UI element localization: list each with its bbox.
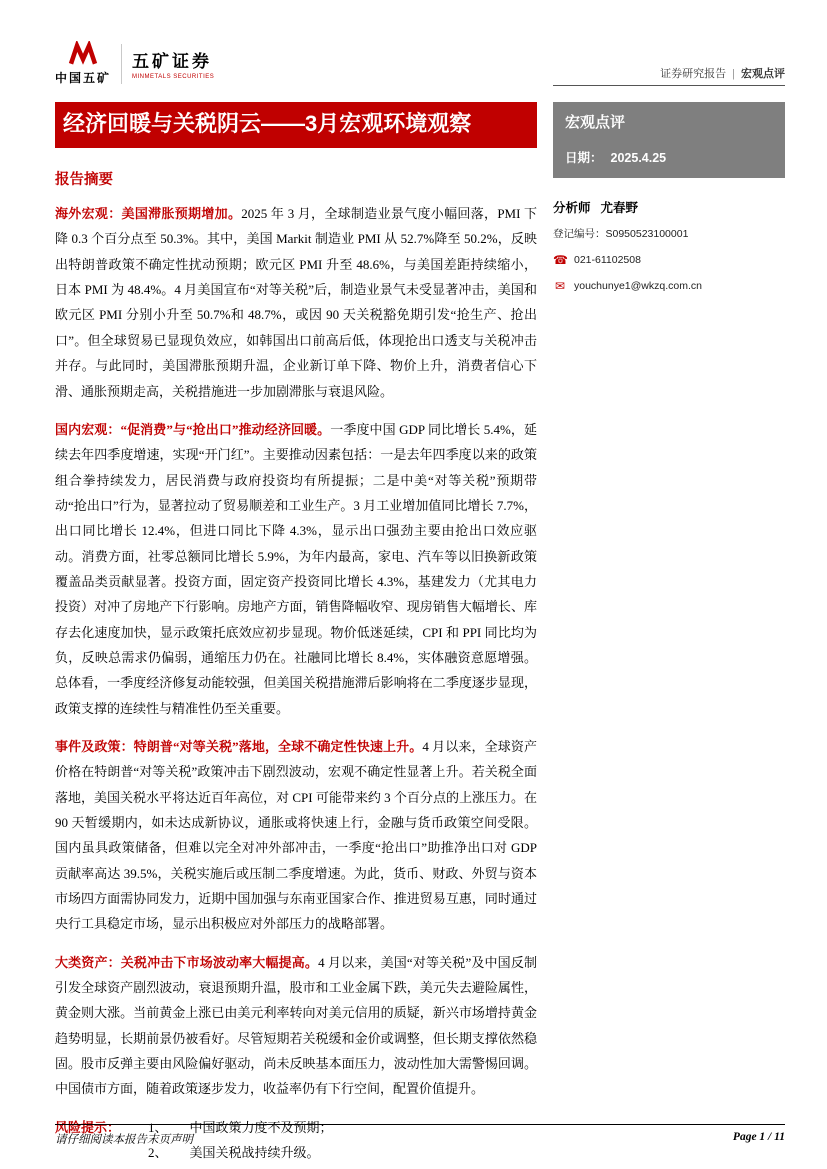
paragraph-lead: 事件及政策：特朗普“对等关税”落地，全球不确定性快速上升。 xyxy=(55,738,423,754)
registration-number: 登记编号：S0950523100001 xyxy=(553,228,689,240)
analyst-label: 分析师 xyxy=(553,201,591,215)
content xyxy=(55,102,785,1165)
report-title: 经济回暖与关税阴云——3月宏观环境观察 xyxy=(55,102,537,148)
date-label: 日期： xyxy=(565,151,603,165)
phone-icon: ☎ xyxy=(553,253,568,267)
email-icon: ✉ xyxy=(554,279,566,293)
paragraph-body: 4 月以来，美国“对等关税”及中国反制引发全球资产剧烈波动，衰退预期升温，股市和工业金属下跌，美元失去避险属性，黄金则大涨。当前黄金上涨已由美元利率转向对美元信用的质疑，新兴市场增持黄金趋势明显，长期前景仍被看好。尽管短期若关税缓和金价或调整，但长期支撑依然稳固。股市反弹主要由风险偏好驱动，尚未反映基本面压力，波动性加大需警惕回调。中国债市方面，随着政策逐步发力，收益率仍有下行空间，配置价值提升。 xyxy=(55,954,537,1097)
logo-english: MINMETALS SECURITIES xyxy=(132,74,215,80)
risk-item-number: 2、 xyxy=(148,1145,168,1161)
report-date xyxy=(565,148,773,166)
analyst-line xyxy=(553,198,785,216)
report-meta-box xyxy=(553,102,785,178)
brand-logo xyxy=(55,41,214,86)
paragraph-lead: 海外宏观：美国滞胀预期增加。 xyxy=(55,206,242,222)
analyst-email[interactable]: youchunye1@wkzq.com.cn xyxy=(574,280,702,292)
minmetals-emblem-icon xyxy=(68,41,98,67)
logo-subbrand: 五矿证券 xyxy=(132,52,213,71)
paragraph-body: 2025 年 3 月，全球制造业景气度小幅回落，PMI 下降 0.3 个百分点至 50.3%。其中，美国 Markit 制造业 PMI 从 52.7%降至 50.2%，反映出特朗普政策不确定性扰动预期；欧元区 PMI 升至 48.6%，与美国差距持续缩小，日本 PMI 为 48.4%。4 月美国宣布“对等关税”后，制造业景气未受显著冲击，美国和欧元区 PMI 分别小升至 50.7%和 48.7%，或因 90 天关税豁免期引发“抢生产、抢出口”。但全球贸易已显现负效应，如韩国出口前高后低，体现抢出口透支与关税冲击并存。与此同时，美国滞胀预期升温，企业新订单下降、物价上升，消费者信心下滑、通胀预期走高，关税措施进一步加剧滞胀与衰退风险。 xyxy=(55,206,537,399)
side-category: 宏观点评 xyxy=(565,114,626,131)
minmetals-logo-icon xyxy=(55,41,111,86)
header-divider: | xyxy=(732,68,735,80)
summary-paragraph-assets xyxy=(55,950,537,1102)
risk-item-number: 1、 xyxy=(148,1119,168,1135)
logo-right xyxy=(132,47,214,80)
logo-text: 中国五矿 xyxy=(55,71,112,85)
paragraph-lead: 大类资产：关税冲击下市场波动率大幅提高。 xyxy=(55,954,319,970)
risk-item-text: 美国关税战持续升级。 xyxy=(189,1145,320,1161)
report-type-label: 证券研究报告 xyxy=(660,68,727,80)
paragraph-body: 4 月以来，全球资产价格在特朗普“对等关税”政策冲击下剧烈波动，宏观不确定性显著上升。若关税全面落地，美国关税水平将达近百年高位，对 CPI 可能带来约 3 个百分点的上涨压力。在 90 天暂缓期内，如未达成新协议，通胀或将快速上行，金融与货币政策空间受限。国内虽具政策储备，但难以完全对冲外部冲击，一季度“抢出口”助推净出口对 GDP 贡献率高达 39.5%，关税实施后或压制二季度增速。为此，货币、财政、外贸与资本市场四方面需协同发力，近期中国加强与东南亚国家合作、推进贸易互惠，同时通过央行工具稳定市场，显示出积极应对外部压力的战略部署。 xyxy=(55,738,537,932)
paragraph-lead: 国内宏观：“促消费”与“抢出口”推动经济回暖。 xyxy=(55,421,331,437)
footer xyxy=(55,1124,785,1147)
analyst-email-row xyxy=(553,279,785,293)
date-value: 2025.4.25 xyxy=(610,151,667,165)
main-column xyxy=(55,102,537,1165)
risk-label: 风险提示： xyxy=(55,1119,121,1135)
analyst-name: 尤春野 xyxy=(600,201,639,215)
header xyxy=(55,24,785,86)
summary-paragraph-policy xyxy=(55,734,537,937)
page-number: Page 1 / 11 xyxy=(732,1131,785,1143)
footer-disclaimer: 请仔细阅读本报告末页声明 xyxy=(55,1134,193,1146)
analyst-phone-row xyxy=(553,253,785,267)
paragraph-body: 一季度中国 GDP 同比增长 5.4%，延续去年四季度增速，实现“开门红”。主要推动因素包括：一是去年四季度以来的政策组合拳持续发力，居民消费与政府投资均有所提振；二是中美“对等关税”预期带动“抢出口”行为，显著拉动了贸易顺差和工业生产。3 月工业增加值同比增长 7.7%，出口同比增长 12.4%，但进口同比下降 4.3%，显示出口强劲主要由抢出口效应驱动。消费方面，社零总额同比增长 5.9%，为年内最高，家电、汽车等以旧换新政策覆盖品类贡献显著。投资方面，固定资产投资同比增长 4.3%，基建发力（尤其电力投资）对冲了房地产下行影响。房地产方面，销售降幅收窄、现房销售大幅增长、库存去化速度加快，显示政策托底效应初步显现。物价低迷延续，CPI 和 PPI 同比均为负，反映总需求仍偏弱，通缩压力仍在。社融同比增长 8.4%，实体融资意愿增强。总体看，一季度经济修复动能较强，但美国关税措施滞后影响将在二季度逐步显现，政策支撑的连续性与精准性仍至关重要。 xyxy=(55,421,537,716)
summary-heading: 报告摘要 xyxy=(55,172,113,189)
summary-paragraph-domestic xyxy=(55,417,537,721)
side-column xyxy=(553,102,785,1165)
risk-item-text: 中国政策力度不及预期； xyxy=(189,1119,333,1135)
analyst-block xyxy=(553,198,785,293)
analyst-phone: 021-61102508 xyxy=(574,254,641,266)
report-type-header xyxy=(553,65,785,86)
logo-divider xyxy=(121,44,122,84)
summary-paragraph-overseas xyxy=(55,201,537,404)
report-category-label: 宏观点评 xyxy=(741,68,785,80)
